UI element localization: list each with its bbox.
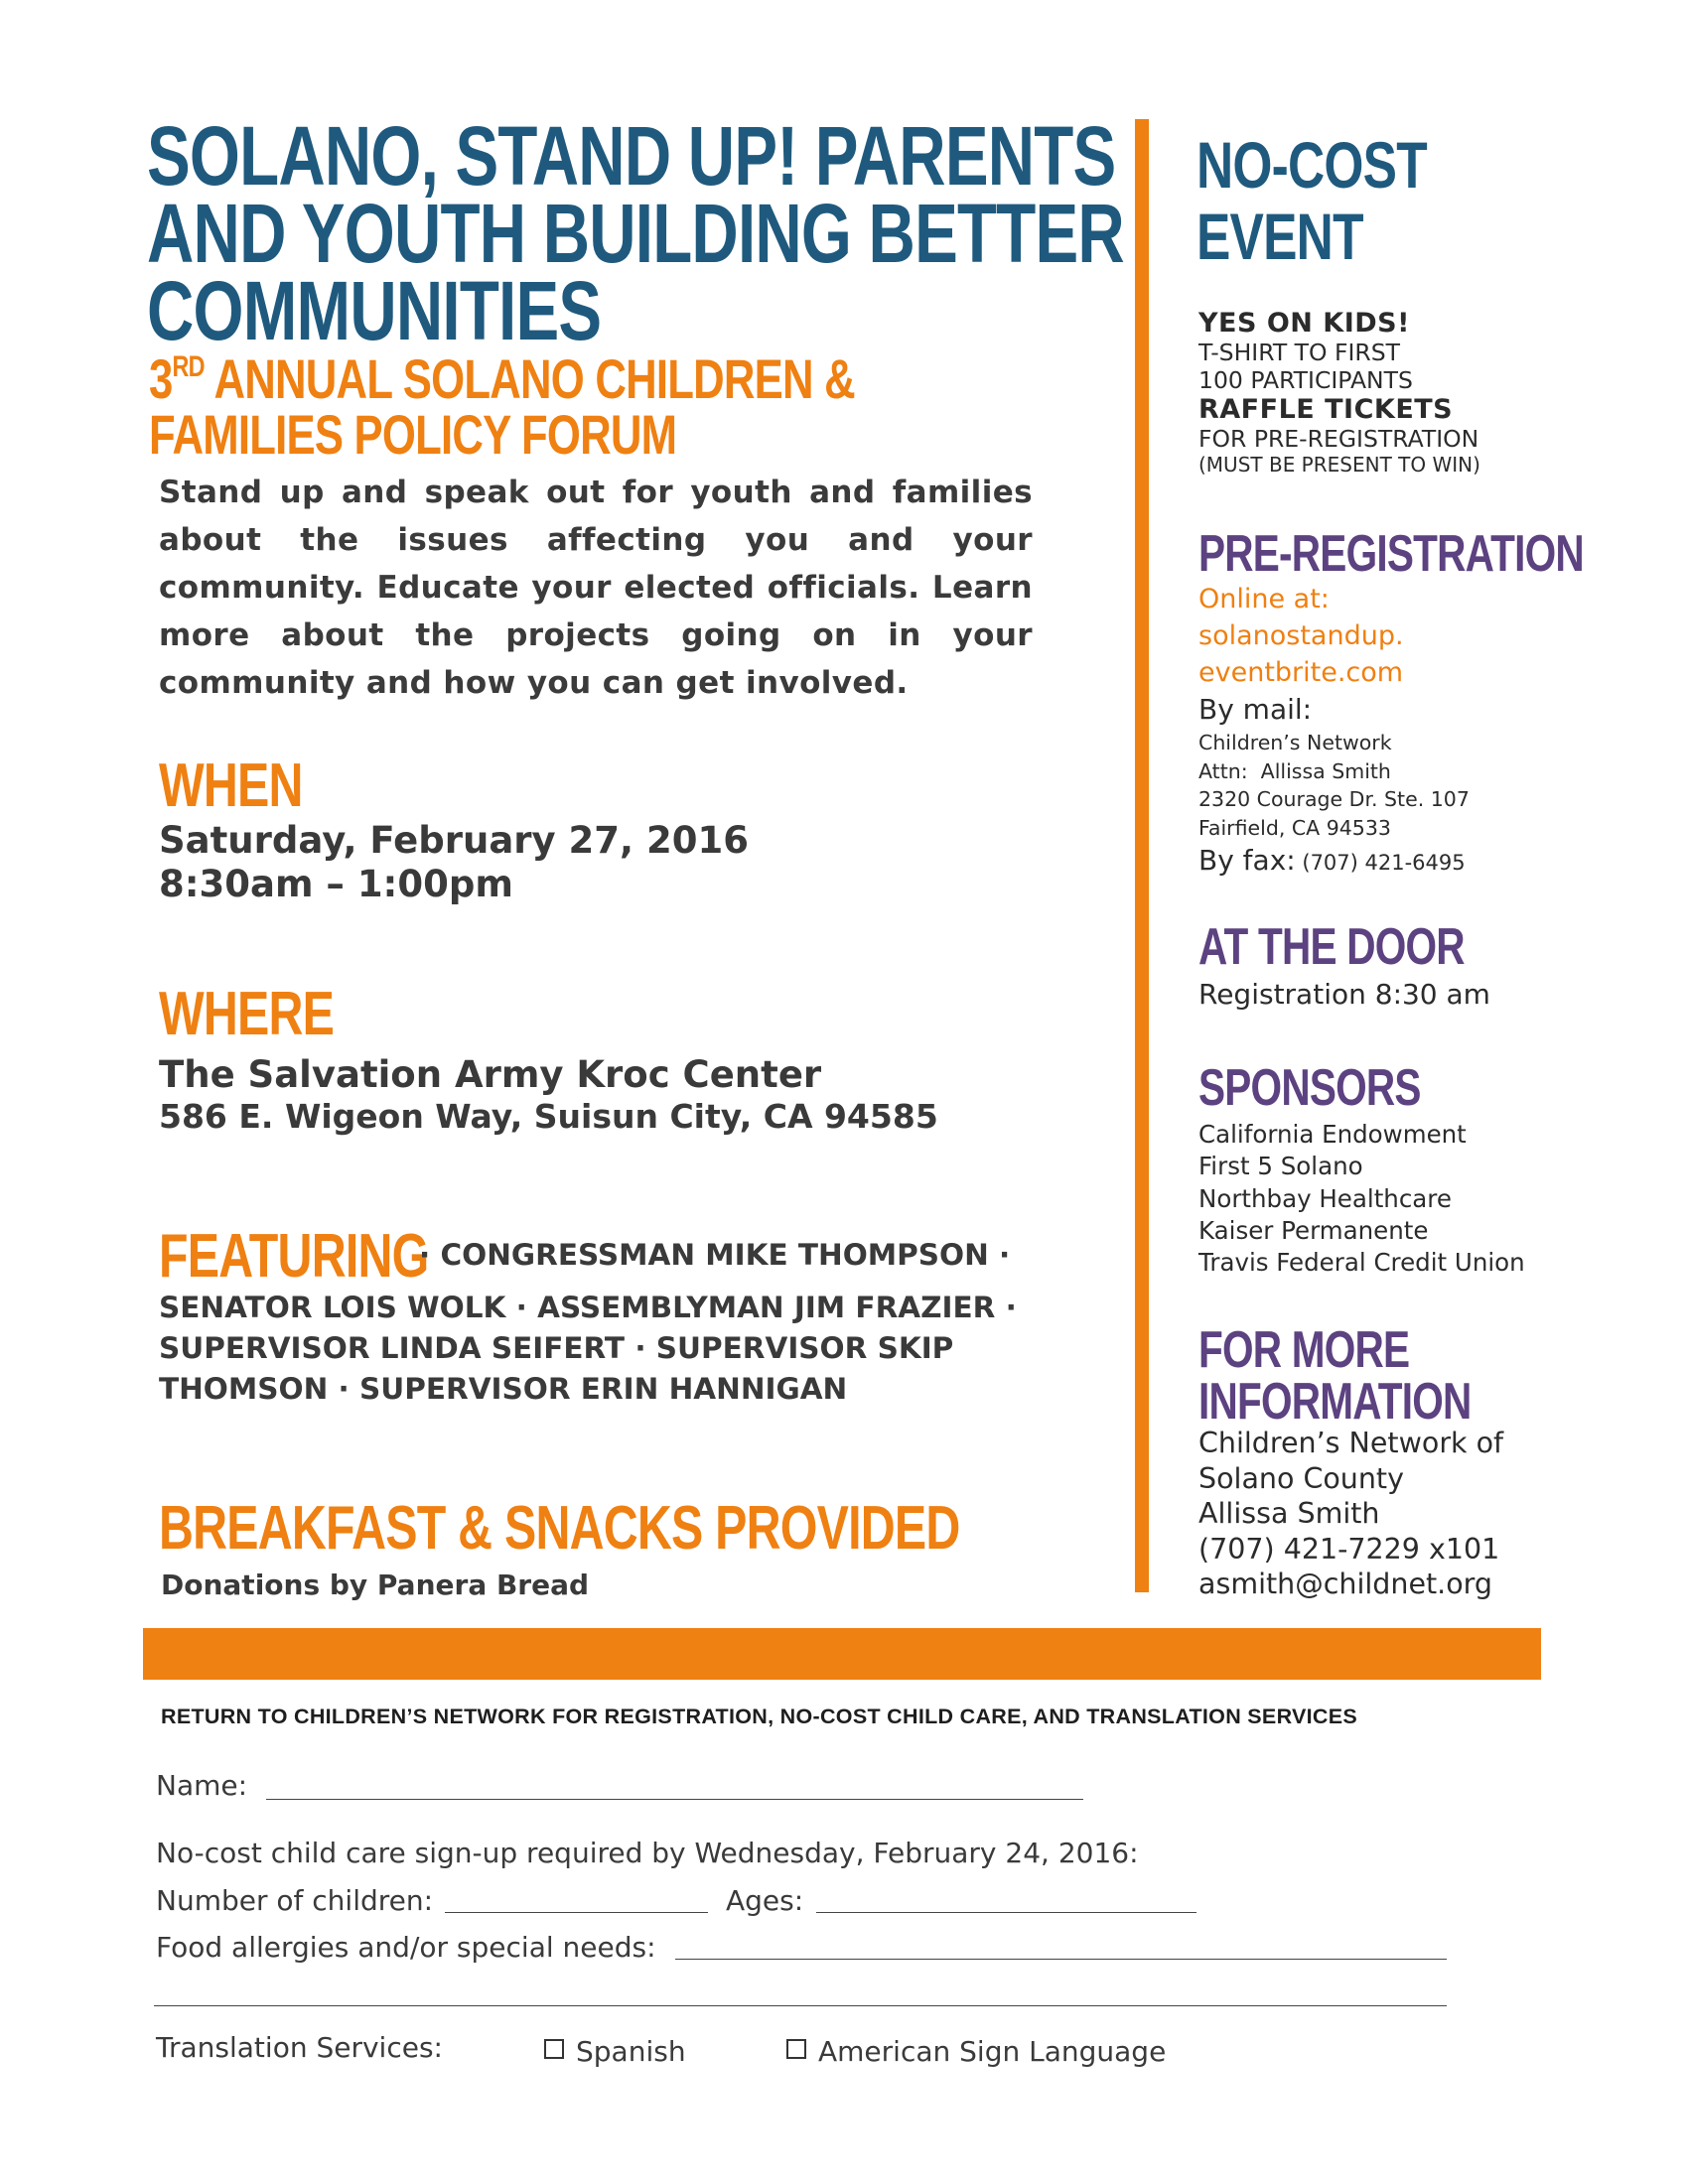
subtitle-line-2: FAMILIES POLICY FORUM [149,403,677,466]
sponsor-item: California Endowment [1198,1120,1467,1149]
translation-label: Translation Services: [156,2031,443,2064]
no-cost-heading [1196,129,1491,272]
name-input-line[interactable] [266,1799,1083,1800]
more-info-heading [1198,1321,1548,1431]
mail-line-1: Children’s Network [1198,731,1392,754]
title-line-1: SOLANO, STAND UP! PARENTS [147,109,1116,203]
sponsor-item: First 5 Solano [1198,1152,1363,1181]
sponsor-item: Travis Federal Credit Union [1198,1248,1525,1278]
featured-first-line: · CONGRESSMAN MIKE THOMPSON · [419,1238,1011,1272]
fax-label: By fax: [1198,844,1296,877]
checkbox-icon[interactable] [786,2039,806,2059]
contact-email[interactable]: asmith@childnet.org [1198,1568,1492,1600]
venue-name: The Salvation Army Kroc Center [159,1053,822,1096]
food-allergies-input-line[interactable] [675,1959,1447,1960]
raffle-line-2: (MUST BE PRESENT TO WIN) [1198,453,1480,477]
sponsors-heading [1198,1060,1483,1116]
kids-heading: YES ON KIDS! [1198,308,1410,339]
food-allergies-label: Food allergies and/or special needs: [156,1931,656,1964]
contact-info [1198,1426,1503,1602]
kids-line-1: T-SHIRT TO FIRST [1198,339,1401,366]
intro-paragraph: Stand up and speak out for youth and families about the issues affecting you and your community. Educate your elected officials. Learn more about the projects going on in your community and how you can get involved. [159,475,1033,701]
at-the-door-heading-text: AT THE DOOR [1198,918,1465,976]
return-instructions: RETURN TO CHILDREN’S NETWORK FOR REGISTRATION, NO-COST CHILD CARE, AND TRANSLATION SERVICES [161,1705,1358,1728]
checkbox-icon[interactable] [544,2039,564,2059]
more-info-line-2: INFORMATION [1198,1373,1472,1431]
title-line-3: COMMUNITIES [147,264,602,357]
title-line-2: AND YOUTH BUILDING BETTER [147,187,1124,280]
ages-input-line[interactable] [816,1912,1196,1913]
child-care-notice: No-cost child care sign-up required by Wednesday, February 24, 2016: [156,1837,1139,1869]
event-time: 8:30am – 1:00pm [159,863,513,905]
contact-name: Allissa Smith [1198,1497,1380,1530]
raffle-heading: RAFFLE TICKETS [1198,394,1454,425]
spanish-checkbox[interactable] [544,2035,686,2069]
pre-registration-block [1198,581,1556,882]
when-heading [159,751,343,820]
breakfast-heading [159,1494,1186,1563]
when-heading-text: WHEN [159,751,303,820]
raffle-line-1: FOR PRE-REGISTRATION [1198,425,1479,453]
where-heading-text: WHERE [159,980,335,1048]
subtitle [149,347,1241,466]
subtitle-line-1-rest: ANNUAL SOLANO CHILDREN & [204,347,855,410]
mail-line-2: Attn: Allissa Smith [1198,758,1391,783]
contact-line: Solano County [1198,1461,1404,1495]
where-heading [159,980,383,1048]
breakfast-heading-text: BREAKFAST & SNACKS PROVIDED [159,1494,960,1563]
sponsors-heading-text: SPONSORS [1198,1059,1421,1117]
no-cost-line-2: EVENT [1196,200,1363,273]
fax-line [1198,842,1556,882]
asl-label: American Sign Language [818,2035,1167,2068]
ordinal-suffix: RD [172,350,205,383]
children-count-input-line[interactable] [445,1912,708,1913]
pre-registration-heading-text: PRE-REGISTRATION [1198,525,1584,583]
featured-speakers [159,1235,1053,1410]
event-date: Saturday, February 27, 2016 [159,819,749,862]
sponsor-item: Kaiser Permanente [1198,1215,1429,1245]
no-cost-line-1: NO-COST [1196,128,1427,202]
name-label: Name: [156,1769,248,1802]
featuring-heading-text: FEATURING [159,1222,429,1291]
featured-rest: SENATOR LOIS WOLK · ASSEMBLYMAN JIM FRAZIER · SUPERVISOR LINDA SEIFERT · SUPERVISOR SKIP THOMSON · SUPERVISOR ERIN HANNIGAN [159,1291,1017,1406]
more-info-line-1: FOR MORE [1198,1321,1410,1379]
kids-line-2: 100 PARTICIPANTS [1198,366,1413,394]
mail-line-4: Fairfield, CA 94533 [1198,815,1391,840]
pre-registration-heading [1198,526,1688,582]
mail-line-3: 2320 Courage Dr. Ste. 107 [1198,787,1470,811]
children-count-label: Number of children: [156,1884,434,1917]
food-allergies-input-line-2[interactable] [154,2005,1447,2006]
contact-phone: (707) 421-7229 x101 [1198,1532,1500,1566]
at-the-door-text: Registration 8:30 am [1198,978,1490,1011]
asl-checkbox[interactable] [786,2035,1166,2069]
breakfast-note: Donations by Panera Bread [161,1569,590,1601]
venue-address: 586 E. Wigeon Way, Suisun City, CA 94585 [159,1097,938,1136]
fax-number: (707) 421-6495 [1295,851,1466,875]
online-label: Online at: [1198,584,1330,614]
online-url-part-1[interactable]: solanostandup. [1198,620,1404,651]
spanish-label: Spanish [576,2035,686,2068]
ordinal-number: 3 [149,347,173,410]
contact-line: Children’s Network of [1198,1427,1504,1459]
sponsors-list [1198,1119,1525,1279]
orange-band [143,1628,1541,1680]
subtitle-line-1 [149,347,1001,410]
sponsor-item: Northbay Healthcare [1198,1183,1452,1213]
ages-label: Ages: [726,1884,804,1917]
online-url-part-2[interactable]: eventbrite.com [1198,657,1404,688]
perks-block [1198,308,1556,477]
mail-label: By mail: [1198,693,1313,726]
at-the-door-heading [1198,919,1539,975]
vertical-divider [1135,119,1149,1592]
